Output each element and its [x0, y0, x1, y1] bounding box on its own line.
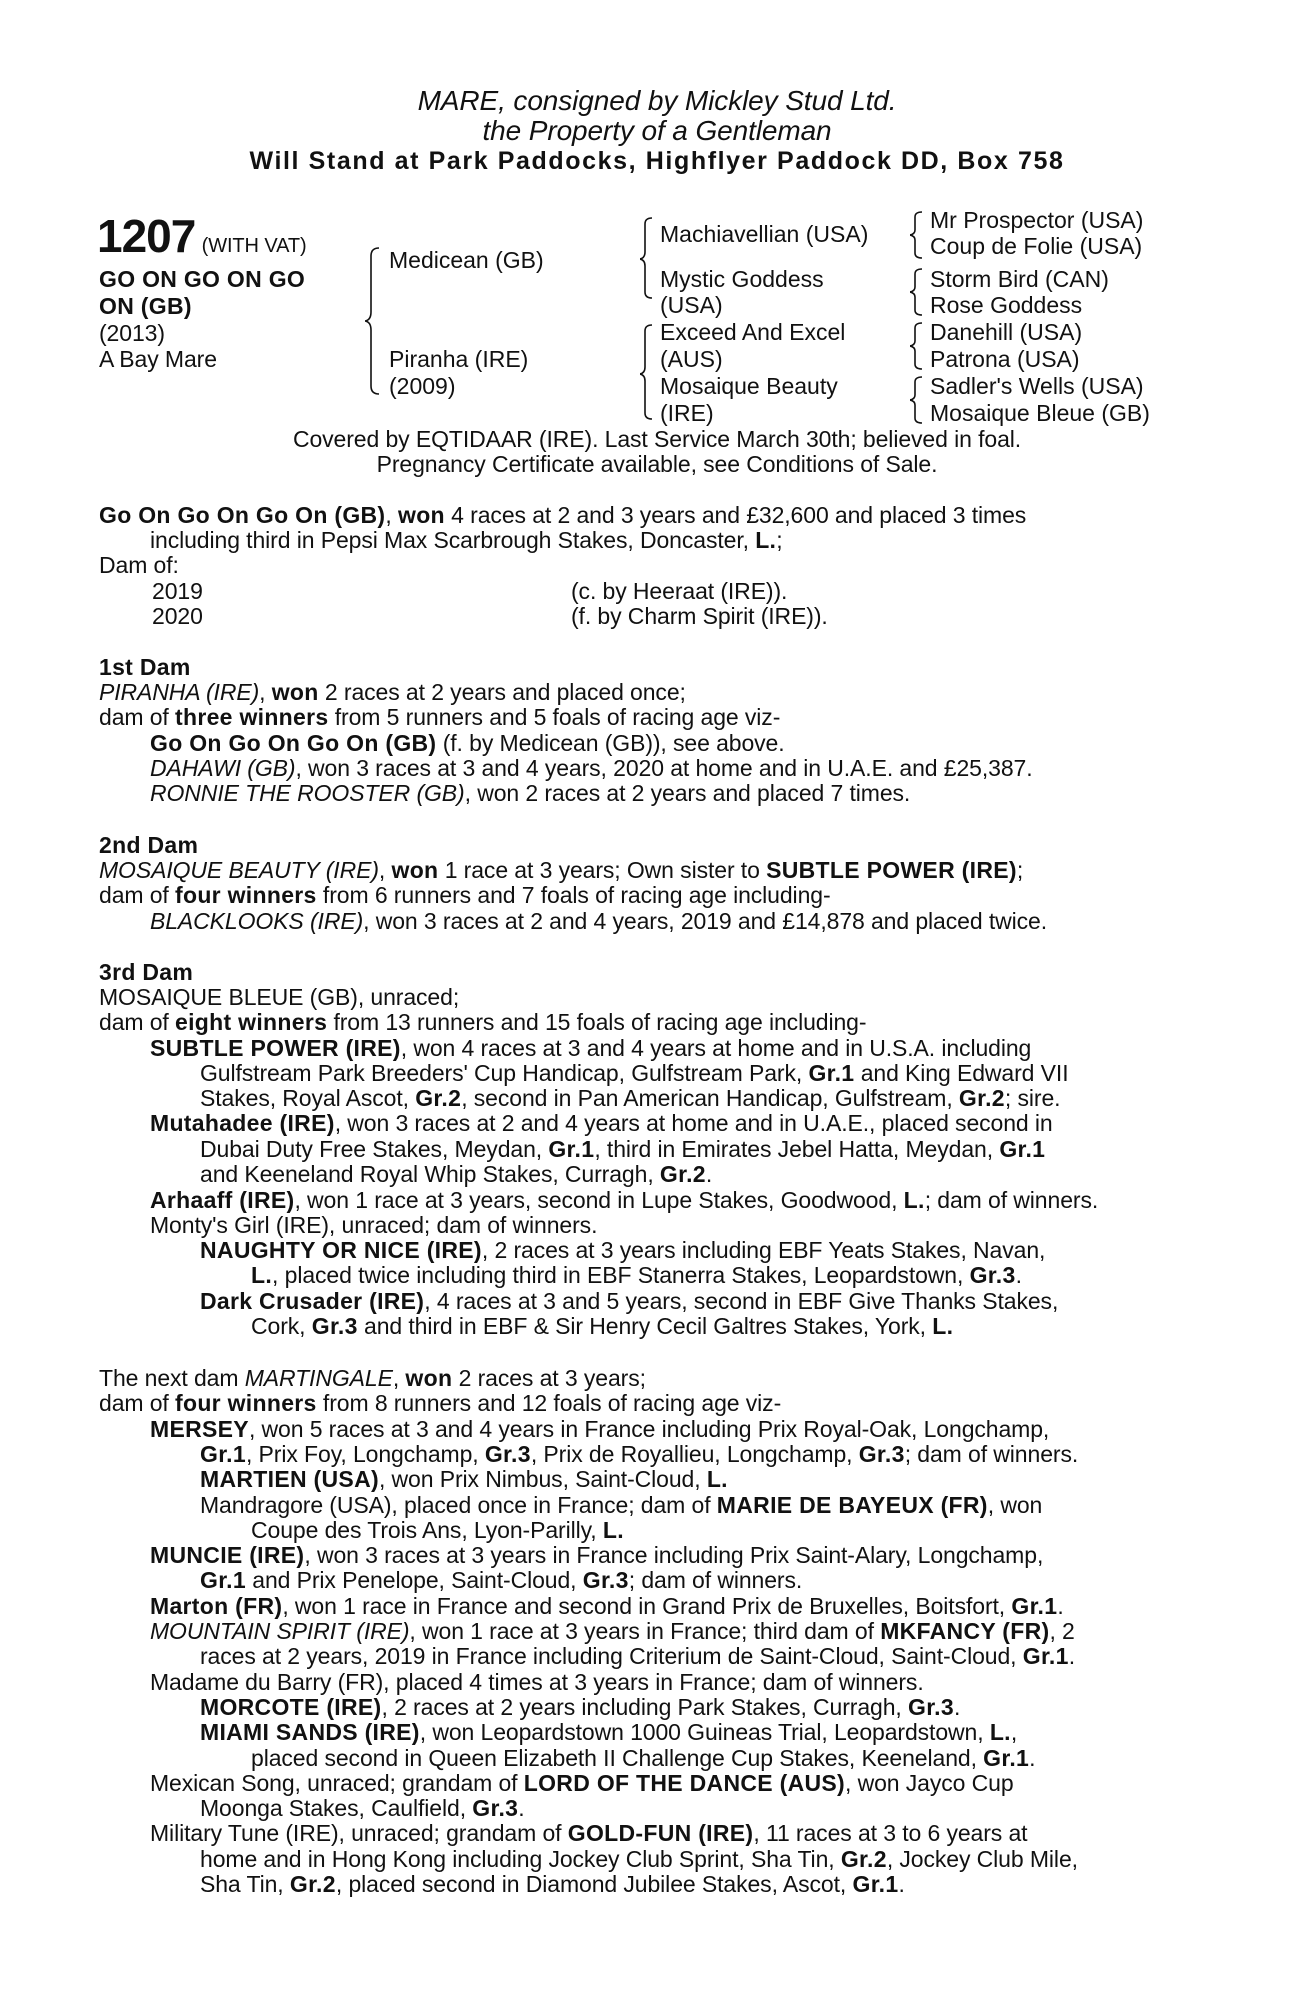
produce-desc-2020: (f. by Charm Spirit (IRE)).: [571, 603, 828, 629]
pedigree-sire-dam-line1: Mystic Goddess: [660, 266, 824, 292]
morcote-line: MORCOTE (IRE), 2 races at 2 years including Park Stakes, Curragh, Gr.3.: [200, 1694, 961, 1720]
next-dam-line: The next dam MARTINGALE, won 2 races at 3 years;: [99, 1365, 646, 1391]
produce-year-2019: 2019: [152, 578, 203, 604]
arhaaff-line: Arhaaff (IRE), won 1 race at 3 years, second in Lupe Stakes, Goodwood, L.; dam of winners.: [150, 1187, 1099, 1213]
mexican-song-line1: Mexican Song, unraced; grandam of LORD OF THE DANCE (AUS), won Jayco Cup: [150, 1770, 1014, 1796]
third-dam-heading: 3rd Dam: [99, 959, 194, 985]
pedigree-brace-dd: [910, 375, 926, 425]
second-dam-damof: dam of four winners from 6 runners and 7 foals of racing age including-: [99, 882, 831, 908]
produce-desc-2019: (c. by Heeraat (IRE)).: [571, 578, 788, 604]
marton-line: Marton (FR), won 1 race in France and second in Grand Prix de Bruxelles, Boitsfort, Gr.1.: [150, 1593, 1064, 1619]
location-line: Will Stand at Park Paddocks, Highflyer Paddock DD, Box 758: [249, 147, 1065, 175]
pedigree-ddd: Mosaique Bleue (GB): [930, 400, 1150, 426]
mersey-line2: Gr.1, Prix Foy, Longchamp, Gr.3, Prix de Royallieu, Longchamp, Gr.3; dam of winners.: [200, 1441, 1079, 1467]
pedigree-dsd: Patrona (USA): [930, 346, 1080, 372]
mountain-spirit-line1: MOUNTAIN SPIRIT (IRE), won 1 race at 3 years in France; third dam of MKFANCY (FR), 2: [150, 1618, 1075, 1644]
subtle-power-line3: Stakes, Royal Ascot, Gr.2, second in Pan American Handicap, Gulfstream, Gr.2; sire.: [200, 1085, 1061, 1111]
pedigree-sds: Storm Bird (CAN): [930, 266, 1109, 292]
vat-note: (WITH VAT): [201, 235, 307, 257]
horse-name-line1: GO ON GO ON GO: [99, 266, 306, 292]
produce-year-2020: 2020: [152, 603, 203, 629]
pedigree-dss: Danehill (USA): [930, 319, 1083, 345]
mandragore-line1: Mandragore (USA), placed once in France; dam of MARIE DE BAYEUX (FR), won: [200, 1492, 1043, 1518]
mersey-line1: MERSEY, won 5 races at 3 and 4 years in France including Prix Royal-Oak, Longchamp,: [150, 1416, 1050, 1442]
pedigree-brace-dam: [640, 323, 656, 423]
madame-du-barry-line: Madame du Barry (FR), placed 4 times at 3 years in France; dam of winners.: [150, 1669, 924, 1695]
pedigree-sire: Medicean (GB): [389, 247, 544, 273]
first-dam-runner-1: Go On Go On Go On (GB) (f. by Medicean (GB)), see above.: [150, 730, 785, 756]
martien-line: MARTIEN (USA), won Prix Nimbus, Saint-Cloud, L.: [200, 1466, 728, 1492]
miami-sands-line1: MIAMI SANDS (IRE), won Leopardstown 1000 Guineas Trial, Leopardstown, L.,: [200, 1719, 1018, 1745]
pedigree-dam-line2: (2009): [389, 373, 456, 399]
first-dam-line: PIRANHA (IRE), won 2 races at 2 years and placed once;: [99, 679, 686, 705]
second-dam-runner-1: BLACKLOOKS (IRE), won 3 races at 2 and 4 years, 2019 and £14,878 and placed twice.: [150, 908, 1048, 934]
dam-of-label: Dam of:: [99, 552, 179, 578]
pedigree-dds: Sadler's Wells (USA): [930, 373, 1144, 399]
muncie-line1: MUNCIE (IRE), won 3 races at 3 years in France including Prix Saint-Alary, Longchamp,: [150, 1542, 1044, 1568]
pedigree-dam-dam-line1: Mosaique Beauty: [660, 373, 838, 399]
next-dam-damof: dam of four winners from 8 runners and 12 foals of racing age viz-: [99, 1390, 782, 1416]
horse-name-line2: ON (GB): [99, 293, 192, 319]
mutahadee-line3: and Keeneland Royal Whip Stakes, Curragh, Gr.2.: [200, 1161, 713, 1187]
second-dam-line: MOSAIQUE BEAUTY (IRE), won 1 race at 3 years; Own sister to SUBTLE POWER (IRE);: [99, 857, 1024, 883]
muncie-line2: Gr.1 and Prix Penelope, Saint-Cloud, Gr.3; dam of winners.: [200, 1567, 803, 1593]
first-dam-runner-2: DAHAWI (GB), won 3 races at 3 and 4 years, 2020 at home and in U.A.E. and £25,387.: [150, 755, 1033, 781]
pedigree-sss: Mr Prospector (USA): [930, 207, 1144, 233]
pedigree-sire-sire: Machiavellian (USA): [660, 221, 869, 247]
pedigree-brace-ds: [910, 321, 926, 371]
third-dam-line: MOSAIQUE BLEUE (GB), unraced;: [99, 984, 460, 1010]
mountain-spirit-line2: races at 2 years, 2019 in France including Criterium de Saint-Cloud, Saint-Cloud, Gr.1.: [200, 1643, 1076, 1669]
pedigree-brace-ss: [910, 210, 926, 260]
mutahadee-line2: Dubai Duty Free Stakes, Meydan, Gr.1, third in Emirates Jebel Hatta, Meydan, Gr.1: [200, 1136, 1046, 1162]
pedigree-dam-sire-line2: (AUS): [660, 346, 723, 372]
lot-number-line: [97, 212, 307, 270]
first-dam-heading: 1st Dam: [99, 654, 191, 680]
military-tune-line1: Military Tune (IRE), unraced; grandam of GOLD-FUN (IRE), 11 races at 3 to 6 years at: [150, 1820, 1028, 1846]
miami-sands-line2: placed second in Queen Elizabeth II Challenge Cup Stakes, Keeneland, Gr.1.: [251, 1745, 1036, 1771]
consignor-line: MARE, consigned by Mickley Stud Ltd.: [417, 85, 897, 116]
pedigree-dam-sire-line1: Exceed And Excel: [660, 319, 846, 345]
mare-record-line2: including third in Pepsi Max Scarbrough Stakes, Doncaster, L.;: [150, 527, 783, 553]
mandragore-line2: Coupe des Trois Ans, Lyon-Parilly, L.: [251, 1517, 624, 1543]
dark-crusader-line1: Dark Crusader (IRE), 4 races at 3 and 5 years, second in EBF Give Thanks Stakes,: [200, 1288, 1059, 1314]
first-dam-runner-3: RONNIE THE ROOSTER (GB), won 2 races at 2 years and placed 7 times.: [150, 780, 911, 806]
military-tune-line2: home and in Hong Kong including Jockey Club Sprint, Sha Tin, Gr.2, Jockey Club Mile,: [200, 1846, 1078, 1872]
property-line: the Property of a Gentleman: [482, 115, 832, 146]
pedigree-brace-sire: [640, 216, 656, 300]
first-dam-damof: dam of three winners from 5 runners and 5 foals of racing age viz-: [99, 704, 781, 730]
pedigree-dam-line1: Piranha (IRE): [389, 346, 529, 372]
naughty-or-nice-line1: NAUGHTY OR NICE (IRE), 2 races at 3 years including EBF Yeats Stakes, Navan,: [200, 1237, 1046, 1263]
montys-girl-line: Monty's Girl (IRE), unraced; dam of winners.: [150, 1212, 598, 1238]
pedigree-brace-main: [365, 246, 385, 396]
mexican-song-line2: Moonga Stakes, Caulfield, Gr.3.: [200, 1795, 525, 1821]
naughty-or-nice-line2: L., placed twice including third in EBF Stanerra Stakes, Leopardstown, Gr.3.: [251, 1262, 1022, 1288]
lot-number: 1207: [97, 210, 196, 262]
pedigree-sdd: Rose Goddess: [930, 292, 1083, 318]
pedigree-sire-dam-line2: (USA): [660, 292, 723, 318]
military-tune-line3: Sha Tin, Gr.2, placed second in Diamond Jubilee Stakes, Ascot, Gr.1.: [200, 1871, 905, 1897]
mutahadee-line1: Mutahadee (IRE), won 3 races at 2 and 4 years at home and in U.A.E., placed second in: [150, 1110, 1053, 1136]
second-dam-heading: 2nd Dam: [99, 832, 199, 858]
subtle-power-line2: Gulfstream Park Breeders' Cup Handicap, Gulfstream Park, Gr.1 and King Edward VII: [200, 1060, 1069, 1086]
third-dam-damof: dam of eight winners from 13 runners and 15 foals of racing age including-: [99, 1009, 867, 1035]
subtle-power-line1: SUBTLE POWER (IRE), won 4 races at 3 and 4 years at home and in U.S.A. including: [150, 1035, 1032, 1061]
foaling-year: (2013): [99, 320, 165, 346]
pregnancy-note: Pregnancy Certificate available, see Conditions of Sale.: [376, 451, 938, 477]
covered-note: Covered by EQTIDAAR (IRE). Last Service March 30th; believed in foal.: [292, 426, 1022, 452]
pedigree-ssd: Coup de Folie (USA): [930, 233, 1143, 259]
pedigree-brace-sd: [910, 267, 926, 317]
pedigree-dam-dam-line2: (IRE): [660, 400, 714, 426]
horse-description: A Bay Mare: [99, 346, 217, 372]
dark-crusader-line2: Cork, Gr.3 and third in EBF & Sir Henry Cecil Galtres Stakes, York, L.: [251, 1313, 954, 1339]
mare-record-line1: Go On Go On Go On (GB), won 4 races at 2 and 3 years and £32,600 and placed 3 times: [99, 502, 1027, 528]
